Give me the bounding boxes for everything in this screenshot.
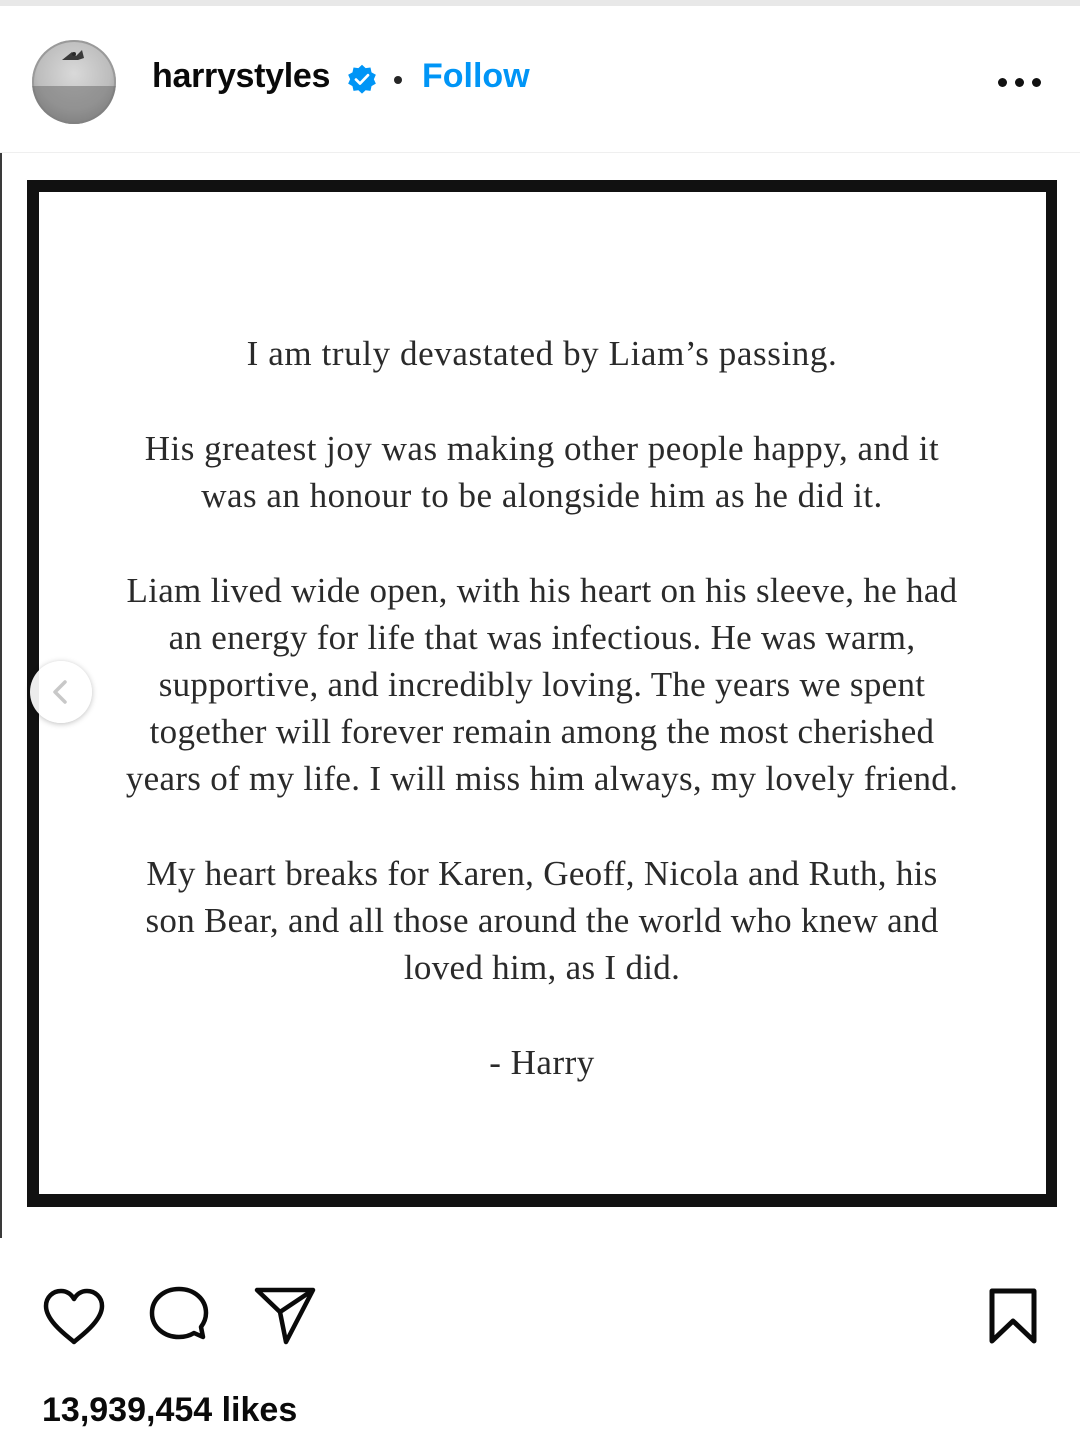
verified-badge-icon — [346, 64, 378, 96]
statement-line: supportive, and incredibly loving. The years we spent — [158, 665, 926, 704]
statement-line: Liam lived wide open, with his heart on his sleeve, he had — [126, 571, 958, 610]
statement-line: years of my life. I will miss him always, my lovely friend. — [125, 759, 959, 798]
more-options-icon[interactable] — [994, 70, 1046, 94]
bookmark-icon — [988, 1287, 1038, 1345]
avatar-image — [32, 40, 116, 124]
share-button[interactable] — [254, 1286, 316, 1346]
profile-avatar[interactable] — [32, 40, 116, 124]
heart-icon — [42, 1288, 106, 1346]
chevron-left-icon — [49, 679, 73, 705]
comment-button[interactable] — [148, 1286, 210, 1348]
send-icon — [254, 1286, 316, 1346]
statement-line: together will forever remain among the most cherished — [149, 712, 935, 751]
statement-line: was an honour to be alongside him as he did it. — [201, 476, 883, 515]
statement-text — [40, 330, 1044, 1134]
carousel-prev-button[interactable] — [30, 661, 92, 723]
statement-line: loved him, as I did. — [403, 948, 681, 987]
statement-line: an energy for life that was infectious. He was warm, — [168, 618, 916, 657]
media-left-edge — [0, 153, 2, 1238]
header-separator-dot — [394, 76, 402, 84]
save-button[interactable] — [988, 1287, 1038, 1345]
comment-icon — [148, 1286, 210, 1348]
post-header — [0, 6, 1080, 153]
username[interactable]: harrystyles — [152, 57, 331, 95]
likes-count[interactable]: 13,939,454 likes — [42, 1391, 298, 1429]
statement-line: son Bear, and all those around the world who knew and — [145, 901, 939, 940]
statement-line: I am truly devastated by Liam’s passing. — [246, 334, 838, 373]
statement-line: His greatest joy was making other people happy, and it — [144, 429, 940, 468]
follow-button[interactable]: Follow — [422, 57, 530, 95]
statement-signature: - Harry — [489, 1043, 595, 1082]
like-button[interactable] — [42, 1288, 106, 1346]
statement-line: My heart breaks for Karen, Geoff, Nicola and Ruth, his — [146, 854, 938, 893]
